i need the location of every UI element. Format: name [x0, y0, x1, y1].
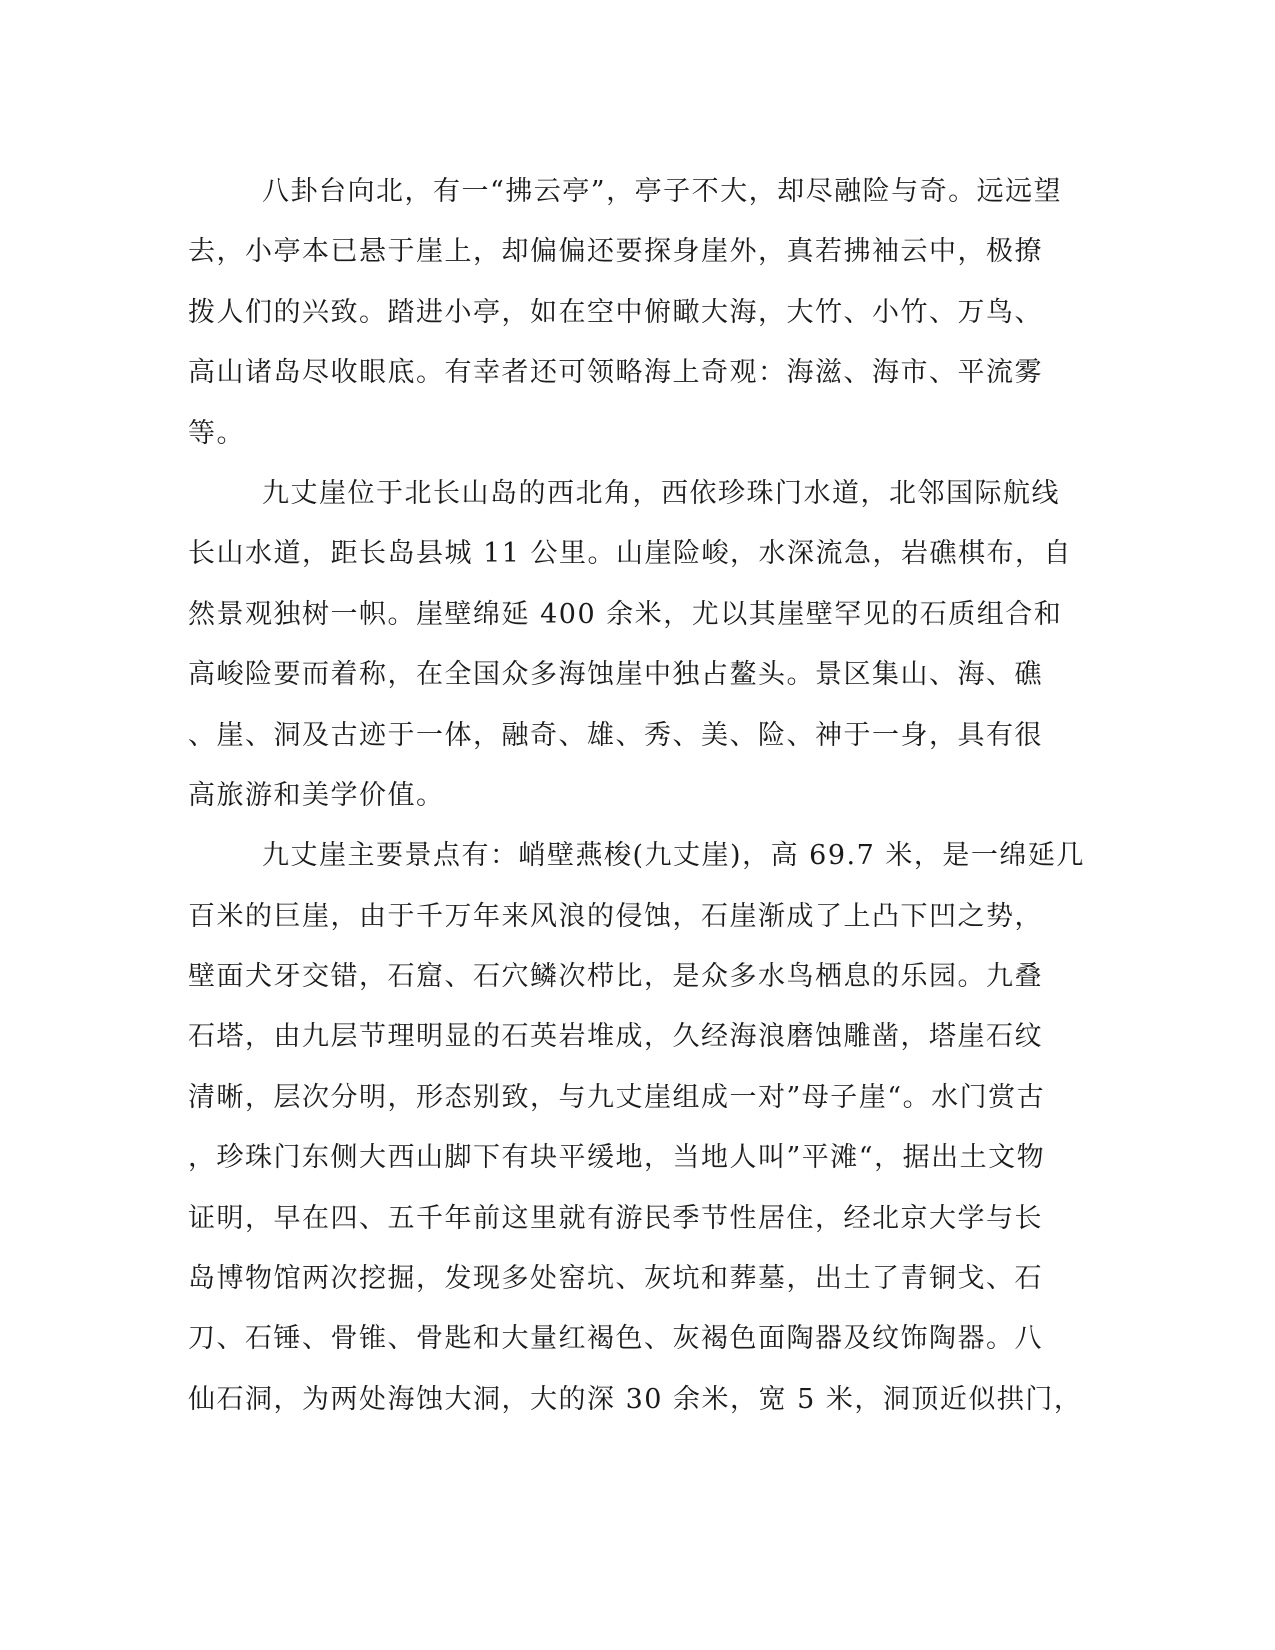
paragraph-jiuzhang-cliff	[188, 464, 1073, 826]
text-line: 高峻险要而着称，在全国众多海蚀崖中独占鳌头。景区集山、海、礁	[188, 659, 1043, 691]
paragraph-main-attractions	[188, 826, 1085, 1430]
text-line: 证明，早在四、五千年前这里就有游民季节性居住，经北京大学与长	[188, 1202, 1043, 1234]
text-line: 去，小亭本已悬于崖上，却偏偏还要探身崖外，真若拂袖云中，极撩	[188, 236, 1043, 268]
text-line: 高旅游和美学价值。	[188, 779, 445, 811]
text-line: 岛博物馆两次挖掘，发现多处窑坑、灰坑和葬墓，出土了青铜戈、石	[188, 1263, 1043, 1295]
text-line: 壁面犬牙交错，石窟、石穴鳞次栉比，是众多水鸟栖息的乐园。九叠	[188, 961, 1043, 993]
text-line: 刀、石锤、骨锥、骨匙和大量红褐色、灰褐色面陶器及纹饰陶器。八	[188, 1323, 1043, 1355]
text-line: 九丈崖主要景点有：峭壁燕梭(九丈崖)，高 69.7 米，是一绵延几	[262, 840, 1085, 872]
text-line: 仙石洞，为两处海蚀大洞，大的深 30 余米，宽 5 米，洞顶近似拱门，	[188, 1383, 1083, 1415]
paragraph-bagua-pavilion	[188, 162, 1068, 464]
text-line: 清晰，层次分明，形态别致，与九丈崖组成一对”母子崖“。水门赏古	[188, 1081, 1046, 1113]
text-line: 高山诸岛尽收眼底。有幸者还可领略海上奇观：海滋、海市、平流雾	[188, 357, 1043, 389]
text-line: 、崖、洞及古迹于一体，融奇、雄、秀、美、险、神于一身，具有很	[188, 719, 1043, 751]
document-body	[188, 162, 1085, 1430]
text-line: 石塔，由九层节理明显的石英岩堆成，久经海浪磨蚀雕凿，塔崖石纹	[188, 1021, 1043, 1053]
text-line: 长山水道，距长岛县城 11 公里。山崖险峻，水深流急，岩礁棋布，自	[188, 538, 1073, 570]
text-line: 等。	[188, 417, 245, 449]
text-line: 百米的巨崖，由于千万年来风浪的侵蚀，石崖渐成了上凸下凹之势，	[188, 900, 1043, 932]
text-line: 九丈崖位于北长山岛的西北角，西依珍珠门水道，北邻国际航线	[262, 477, 1060, 509]
text-line: 拨人们的兴致。踏进小亭，如在空中俯瞰大海，大竹、小竹、万鸟、	[188, 296, 1043, 328]
text-line: 然景观独树一帜。崖壁绵延 400 余米，尤以其崖壁罕见的石质组合和	[188, 598, 1063, 630]
text-line: ，珍珠门东侧大西山脚下有块平缓地，当地人叫”平滩“，据出土文物	[188, 1142, 1046, 1174]
text-line: 八卦台向北，有一“拂云亭”，亭子不大，却尽融险与奇。远远望	[262, 176, 1063, 207]
